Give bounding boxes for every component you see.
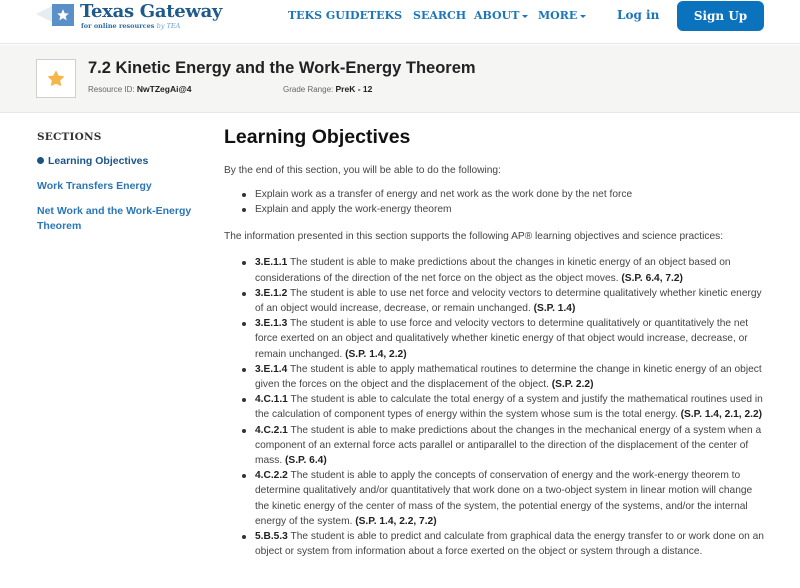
ap-intro-text: The information presented in this section supports the following AP® learning objectives and science practices: [224, 231, 724, 243]
science-practice: (S.P. 1.4, 2.2) [345, 348, 407, 360]
objective-text: The student is able to use net force and velocity vectors to determine qualitatively whether kinetic energy of an object would increase, decrease, or remain unchanged. [255, 287, 762, 315]
objective-text: The student is able to use force and velocity vectors to determine qualitatively or quantitatively the net force exerted on an object and qualitatively whether kinetic energy of that object would increase, decrease, or remain unchanged. [255, 318, 749, 360]
list-item: Explain work as a transfer of energy and net work as the work done by the net force [255, 187, 769, 202]
nav-about[interactable] [474, 9, 528, 22]
resource-id-value: NwTZegAi@4 [136, 84, 192, 94]
science-practice: (S.P. 1.4, 2.2, 7.2) [355, 515, 437, 527]
login-link[interactable]: Log in [617, 8, 660, 22]
logo-subtitle-text: for online resources [81, 22, 155, 30]
nav-label: TEKS [368, 9, 403, 22]
science-practice: (S.P. 1.4) [533, 303, 576, 315]
resource-header [0, 45, 800, 113]
logo-subtitle [81, 22, 180, 30]
section-heading: Learning Objectives [224, 126, 411, 148]
objective-code: 3.E.1.4 [255, 363, 288, 375]
sidebar-item-label: Work Transfers Energy [37, 180, 152, 192]
objective-code: 3.E.1.3 [255, 318, 288, 330]
objective-item [255, 468, 769, 529]
objective-code: 3.E.1.2 [255, 287, 288, 299]
objective-code: 5.B.5.3 [255, 531, 288, 543]
goals-list [224, 187, 769, 217]
sidebar-item-net-work[interactable] [37, 204, 212, 234]
objective-text: The student is able to predict and calculate from graphical data the energy transfer to or work done on an object or system from information about a force exerted on the object or system through a distance. [255, 531, 764, 558]
objective-item [255, 392, 769, 422]
sidebar-item-label: Net Work and the Work-Energy Theorem [37, 205, 192, 232]
science-practice: (S.P. 6.4) [285, 455, 327, 467]
nav-label: SEARCH [413, 9, 467, 22]
objective-code: 3.E.1.1 [255, 257, 288, 269]
nav-more[interactable] [538, 9, 586, 22]
nav-label: MORE [538, 9, 578, 22]
chevron-down-icon [580, 15, 586, 18]
sidebar-item-label: Learning Objectives [48, 155, 149, 167]
nav-label: TEKS GUIDE [288, 9, 368, 22]
resource-title: 7.2 Kinetic Energy and the Work-Energy Theorem [88, 59, 476, 77]
science-practice: (S.P. 2.2) [551, 379, 594, 391]
science-practice: (S.P. 1.4, 2.1, 2.2) [680, 409, 763, 421]
logo-star-icon[interactable] [52, 4, 74, 26]
nav-teks-guide[interactable] [288, 9, 368, 22]
objective-text: The student is able to apply the concepts of conservation of energy and the work-energy theorem to determine qualitatively and/or quantitatively that work done on a two-object system in linear motion will change the kinetic energy of the center of mass of the system, the potential energy of the systems, and/or the internal energy of the system. [255, 470, 753, 527]
objective-item [255, 529, 769, 559]
signup-button[interactable]: Sign Up [677, 1, 764, 31]
sidebar-item-learning-objectives[interactable] [37, 154, 148, 169]
grade-range-value: PreK - 12 [335, 84, 373, 94]
sections-heading: SECTIONS [37, 131, 102, 143]
grade-range [283, 84, 372, 94]
objective-text: The student is able to apply mathematical routines to determine the change in kinetic energy of an object given the forces on the object and the displacement of the object. [255, 363, 762, 391]
grade-range-label: Grade Range: [283, 85, 334, 94]
objective-item [255, 316, 769, 362]
favorite-button[interactable] [36, 59, 76, 98]
star-icon [46, 69, 66, 89]
objective-text: The student is able to calculate the total energy of a system and justify the mathematical routines used in the calculation of component types of energy within the system whose sum is the total energy. [255, 394, 763, 421]
active-dot-icon [37, 157, 44, 164]
chevron-down-icon [522, 15, 528, 18]
objective-item [255, 286, 769, 316]
list-item: Explain and apply the work-energy theorem [255, 202, 769, 217]
intro-text: By the end of this section, you will be able to do the following: [224, 165, 501, 176]
main-content [224, 126, 769, 559]
science-practice: (S.P. 6.4, 7.2) [621, 272, 683, 284]
objective-code: 4.C.1.1 [255, 394, 288, 406]
objective-item [255, 423, 769, 469]
objective-code: 4.C.2.1 [255, 424, 288, 436]
logo-by-tea: by TEA [156, 22, 181, 30]
objective-code: 4.C.2.2 [255, 470, 288, 482]
nav-label: ABOUT [474, 9, 520, 22]
objective-text: The student is able to make predictions about the changes in the mechanical energy of a system when a component of an external force acts parallel or antiparallel to the direction of the displacement of the center of mass. [255, 424, 762, 467]
objective-text: The student is able to make predictions about the changes in kinetic energy of an object based on considerations of the direction of the net force on the object as the object moves. [255, 257, 731, 284]
objective-item [255, 255, 769, 285]
nav-teks[interactable] [368, 9, 402, 22]
resource-id-label: Resource ID: [88, 85, 135, 94]
resource-id [88, 84, 192, 94]
logo-title[interactable]: Texas Gateway [80, 1, 223, 22]
site-header [0, 0, 800, 44]
nav-search[interactable] [413, 9, 466, 22]
objective-item [255, 362, 769, 392]
objectives-list [224, 255, 769, 559]
sidebar-item-work-transfers-energy[interactable] [37, 179, 152, 194]
